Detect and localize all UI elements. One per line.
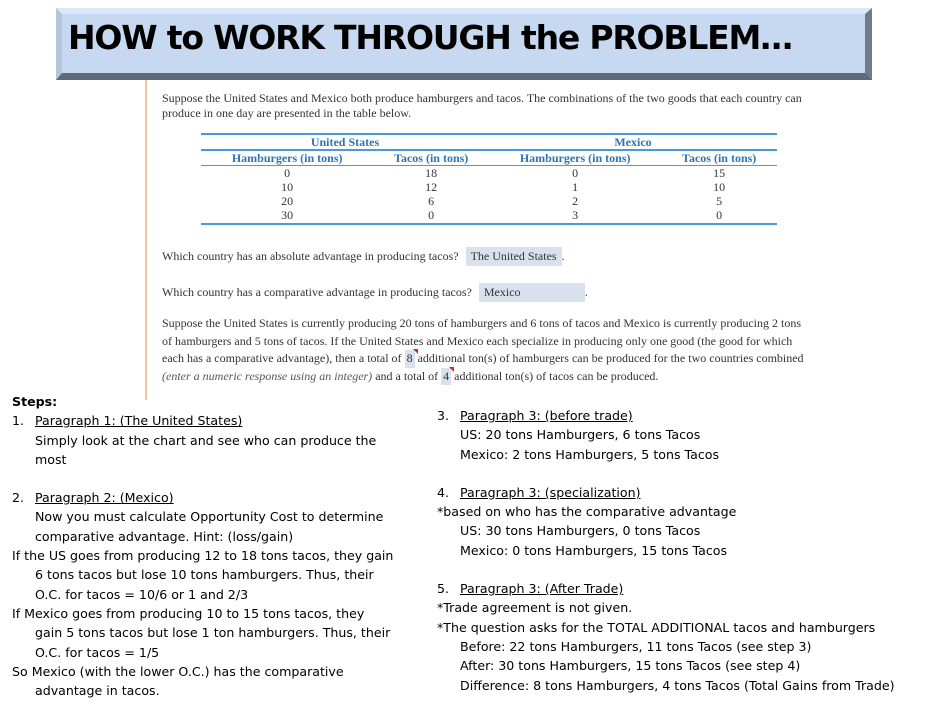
step-line: O.C. for tacos = 10/6 or 1 and 2/3	[35, 586, 249, 602]
answer-field-tacos[interactable]: 4	[441, 368, 451, 386]
step-line: 6 tons tacos but lose 10 tons hamburgers. Thus, their	[35, 567, 374, 583]
step-note: *Trade agreement is not given.	[437, 600, 633, 616]
step-line: Now you must calculate Opportunity Cost to determine	[35, 509, 384, 525]
period: .	[584, 285, 588, 299]
question-text: additional ton(s) of hamburgers can be produced for the two countries combined	[417, 351, 804, 365]
step-title: Paragraph 3: (before trade)	[460, 408, 633, 423]
answer-field-hamburgers[interactable]: 8	[405, 350, 415, 368]
question-gains-from-trade	[162, 315, 812, 385]
question-comparative-advantage	[162, 283, 588, 302]
table-cell: 0	[661, 208, 777, 224]
table-cell: 0	[572, 166, 579, 180]
step-1-title	[12, 411, 422, 430]
step-line: If the US goes from producing 12 to 18 tons tacos, they gain	[12, 548, 394, 564]
table-cell: 15	[713, 166, 726, 180]
steps-heading: Steps:	[12, 394, 58, 409]
question-text: Which country has a comparative advantage in producing tacos?	[162, 285, 472, 299]
table-row	[201, 208, 777, 224]
column-header: Tacos (in tons)	[661, 150, 777, 166]
slide-title: HOW to WORK THROUGH the PROBLEM…	[68, 18, 792, 57]
step-title: Paragraph 3: (specialization)	[460, 484, 641, 500]
answer-field-absolute[interactable]: The United States	[466, 247, 562, 266]
step-line: most	[35, 451, 67, 467]
column-header: Hamburgers (in tons)	[201, 150, 373, 166]
steps-left-column	[12, 392, 422, 700]
step-note: *based on who has the comparative advantage	[437, 504, 737, 520]
step-title: Paragraph 2: (Mexico)	[35, 490, 174, 506]
table-row	[201, 166, 777, 181]
step-number: 1.	[12, 413, 25, 429]
step-4-title	[437, 483, 937, 502]
steps-right-column	[437, 406, 937, 695]
table-cell: 3	[489, 208, 661, 224]
step-3-title	[437, 406, 937, 425]
step-number: 4.	[437, 484, 450, 500]
step-line: After: 30 tons Hamburgers, 15 tons Tacos (see step 4)	[460, 658, 801, 674]
country-header-us: United States	[201, 134, 489, 150]
step-5-title	[437, 579, 937, 598]
table-cell: 18	[425, 166, 438, 180]
table-cell: 20	[281, 194, 294, 208]
step-line: US: 30 tons Hamburgers, 0 tons Tacos	[460, 523, 701, 539]
step-line: Mexico: 0 tons Hamburgers, 15 tons Tacos	[460, 542, 728, 558]
question-text: Suppose the United States is currently producing 20 tons of hamburgers and 6 tons of tacos and Mexico is currently producing 2 tons of hamburgers and 5 tons of tacos. If the United States and Mexico each specialize in producing only one good (the good for which each has a comparative advantage), then a total of	[162, 316, 801, 365]
table-cell: 12	[425, 180, 438, 194]
country-header-mexico: Mexico	[489, 134, 777, 150]
step-line: advantage in tacos.	[35, 683, 160, 699]
step-line: Difference: 8 tons Hamburgers, 4 tons Tacos (Total Gains from Trade)	[460, 677, 895, 693]
step-line: gain 5 tons tacos but lose 1 ton hamburgers. Thus, their	[35, 625, 391, 641]
step-title: Paragraph 1: (The United States)	[35, 413, 243, 429]
table-cell: 0	[373, 208, 489, 224]
table-cell: 2	[572, 194, 579, 208]
title-banner	[56, 8, 872, 80]
step-line: Before: 22 tons Hamburgers, 11 tons Tacos (see step 3)	[460, 638, 812, 654]
table-cell: 10	[281, 180, 294, 194]
step-number: 3.	[437, 408, 450, 423]
table-cell: 30	[201, 208, 373, 224]
table-cell: 10	[713, 180, 726, 194]
table-row	[201, 194, 777, 208]
column-header: Hamburgers (in tons)	[489, 150, 661, 166]
step-line: So Mexico (with the lower O.C.) has the comparative	[12, 663, 344, 679]
step-title: Paragraph 3: (After Trade)	[460, 581, 624, 597]
table-cell: 6	[428, 194, 435, 208]
problem-intro: Suppose the United States and Mexico both produce hamburgers and tacos. The combinations of the two goods that each country can produce in one day are presented in the table below.	[162, 91, 802, 120]
step-line: comparative advantage. Hint: (loss/gain)	[35, 528, 294, 544]
question-text: additional ton(s) of tacos can be produced.	[454, 368, 659, 383]
step-2-title	[12, 488, 422, 507]
input-hint: (enter a numeric response using an integer)	[162, 368, 373, 383]
question-text: Which country has an absolute advantage in producing tacos?	[162, 249, 459, 263]
step-line: O.C. for tacos = 1/5	[35, 644, 160, 660]
step-line: If Mexico goes from producing 10 to 15 tons tacos, they	[12, 605, 365, 621]
step-number: 2.	[12, 490, 25, 506]
table-cell: 0	[284, 166, 291, 180]
question-text: and a total of	[375, 368, 439, 383]
period: .	[561, 249, 565, 263]
step-note: *The question asks for the TOTAL ADDITIONAL tacos and hamburgers	[437, 619, 876, 635]
step-line: Simply look at the chart and see who can produce the	[35, 432, 377, 448]
production-table	[201, 133, 777, 225]
answer-field-comparative[interactable]: Mexico	[479, 283, 585, 302]
step-line: US: 20 tons Hamburgers, 6 tons Tacos	[460, 427, 701, 443]
table-row	[201, 180, 777, 194]
step-number: 5.	[437, 581, 450, 597]
question-absolute-advantage	[162, 247, 565, 266]
problem-panel	[145, 80, 812, 400]
table-cell: 1	[572, 180, 579, 194]
step-line: Mexico: 2 tons Hamburgers, 5 tons Tacos	[460, 446, 720, 462]
table-cell: 5	[716, 194, 723, 208]
column-header: Tacos (in tons)	[373, 150, 489, 166]
